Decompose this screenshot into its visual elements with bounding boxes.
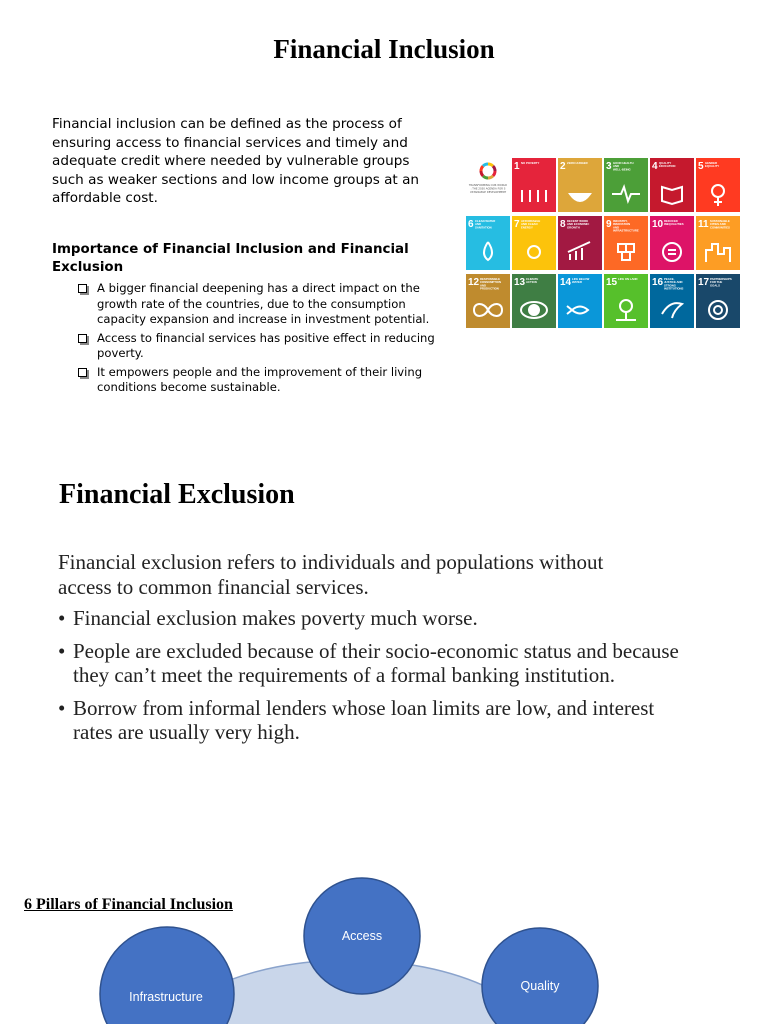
sdg-tile-number: 8 [560,219,566,230]
section-title-exclusion: Financial Exclusion [59,479,295,510]
sdg-tile-8 [558,216,602,270]
sdg-tile-label: LIFE ON LAND [618,277,638,281]
page-title: Financial Inclusion [273,34,495,64]
importance-list [76,281,436,399]
sdg-tile-17 [696,274,740,328]
pillar-infrastructure-circle [100,927,234,1024]
list-item: Access to financial services has positive effect in reducing poverty. [76,331,436,362]
sdg-tile-label: GENDER EQUALITY [705,161,720,169]
sdg-tile-7 [512,216,556,270]
sdg-tile-number: 16 [652,277,664,288]
sdg-tile-label: QUALITY EDUCATION [659,161,676,169]
sdg-tile-label: SUSTAINABLE CITIES AND COMMUNITIES [710,219,730,230]
sdg-tile-label: PEACE, JUSTICE AND STRONG INSTITUTIONS [664,277,684,291]
sdg-tile-5 [696,158,740,212]
checkbox-bullet-icon [78,334,87,343]
pillars-title: 6 Pillars of Financial Inclusion [24,896,233,913]
sdg-tile-9 [604,216,648,270]
sdg-tile-label: LIFE BELOW WATER [572,277,590,285]
sdg-tile-12 [466,274,510,328]
sdg-tile-6 [466,216,510,270]
sdg-tile-number: 10 [652,219,664,230]
sdg-tile-label: CLIMATE ACTION [526,277,539,285]
sdg-tile-number: 1 [514,161,520,172]
pillar-quality-circle [482,928,598,1024]
sdg-tile-number: 14 [560,277,572,288]
sdg-tile-15 [604,274,648,328]
sdg-tile-label: REDUCED INEQUALITIES [664,219,684,227]
importance-heading: Importance of Financial Inclusion and Financial Exclusion [52,242,409,275]
sdg-tile-number: 6 [468,219,474,230]
sdg-tile-number: 11 [698,219,709,230]
sdg-tile-label: ZERO HUNGER [567,161,588,165]
sdg-tile-number: 5 [698,161,704,172]
sdg-tile-label: NO POVERTY [521,161,540,165]
exclusion-bullets [58,606,698,753]
sdg-tile-number: 12 [468,277,480,288]
sdg-tile-14 [558,274,602,328]
sdg-tile-label: RESPONSIBLE CONSUMPTION AND PRODUCTION [480,277,501,291]
checkbox-bullet-icon [78,284,87,293]
list-item: A bigger financial deepening has a direct impact on the growth rate of the countries, due to the consumption capacity expansion and increase in investment potential. [76,281,436,328]
checkbox-bullet-icon [78,368,87,377]
sdg-goals-grid [466,158,742,329]
sdg-tile-label: PARTNERSHIPS FOR THE GOALS [710,277,732,288]
sdg-tile-label: CLEAN WATER AND SANITATION [475,219,496,230]
sdg-tile-number: 15 [606,277,618,288]
pillar-access-label: Access [341,929,383,943]
sdg-tile-label: GOOD HEALTH AND WELL-BEING [613,161,634,172]
sdg-tile-11 [696,216,740,270]
sdg-logo-text: TRANSFORMING OUR WORLD : THE 2030 AGENDA FOR S USTAINABLE DEVELOPMENT [468,184,508,194]
sdg-tile-1 [512,158,556,212]
sdg-tile-number: 4 [652,161,658,172]
intro-paragraph: Financial inclusion can be defined as the process of ensuring access to financial services and timely and adequate credit where needed by vulnerable groups such as weaker sections and low income groups at an affordable cost. [52,116,420,206]
sdg-tile-label: AFFORDABLE AND CLEAN ENERGY [521,219,541,230]
sdg-tile-number: 2 [560,161,566,172]
sdg-logo-tile [466,158,510,212]
exclusion-definition: Financial exclusion refers to individuals and populations without access to common financial services. [58,550,604,599]
list-item: • People are excluded because of their socio-economic status and because they can’t meet the requirements of a formal banking institution. [58,639,698,688]
sdg-tile-2 [558,158,602,212]
list-item: • Financial exclusion makes poverty much worse. [58,606,698,631]
sdg-tile-label: DECENT WORK AND ECONOMIC GROWTH [567,219,590,230]
sdg-tile-number: 17 [698,277,710,288]
list-item: • Borrow from informal lenders whose loan limits are low, and interest rates are usually very high. [58,696,698,745]
sdg-tile-label: INDUSTRY, INNOVATION AND INFRASTRUCTURE [613,219,639,233]
sdg-tile-16 [650,274,694,328]
pillars-diagram [0,860,768,1024]
sdg-tile-3 [604,158,648,212]
sdg-tile-13 [512,274,556,328]
list-item: It empowers people and the improvement of their living conditions become sustainable. [76,365,436,396]
sdg-tile-number: 7 [514,219,520,230]
sdg-tile-number: 3 [606,161,612,172]
pillar-infrastructure-label: Infrastructure [129,990,203,1004]
pillar-quality-label: Quality [520,979,560,993]
sdg-tile-number: 13 [514,277,526,288]
sdg-tile-4 [650,158,694,212]
sdg-tile-number: 9 [606,219,612,230]
sdg-tile-10 [650,216,694,270]
